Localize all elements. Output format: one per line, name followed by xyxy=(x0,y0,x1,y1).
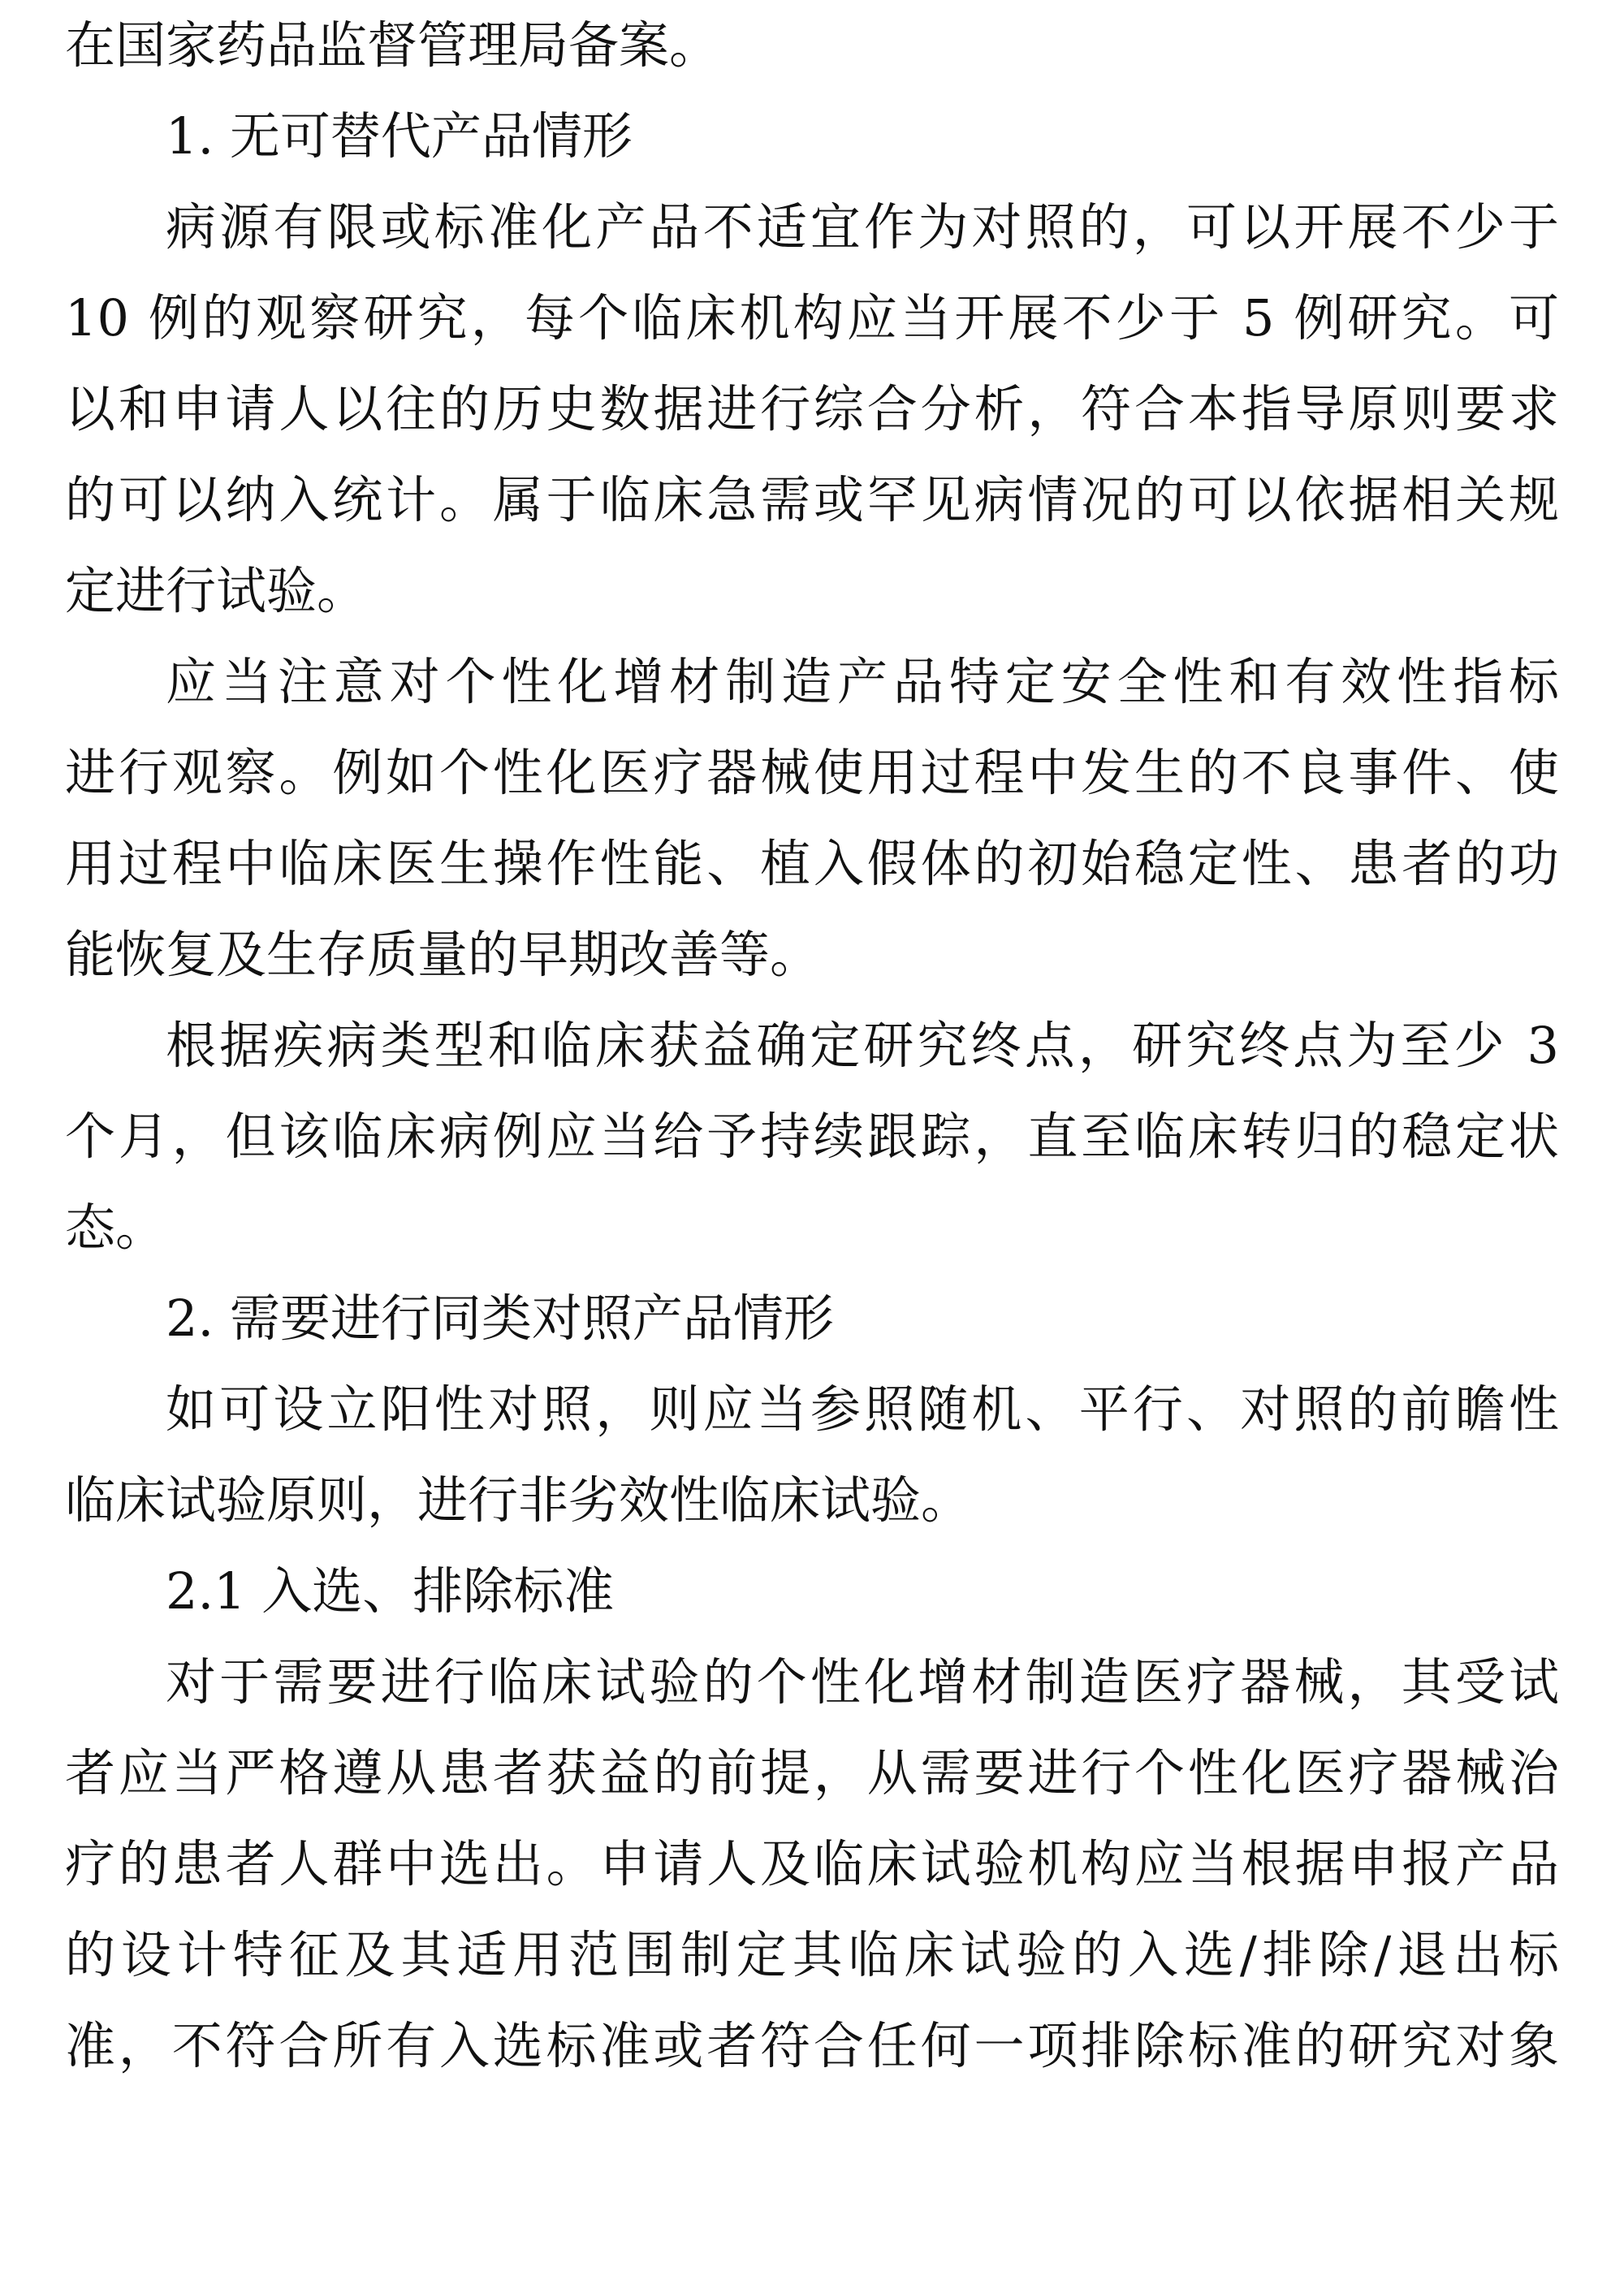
document-page xyxy=(65,0,1559,2092)
text-line-9: 进行观察。例如个性化医疗器械使用过程中发生的不良事件、使 xyxy=(65,743,1559,802)
text-line-4: 10 例的观察研究，每个临床机构应当开展不少于 5 例研究。可 xyxy=(65,288,1559,348)
text-line-6: 的可以纳入统计。属于临床急需或罕见病情况的可以依据相关规 xyxy=(65,470,1559,529)
section-heading-2: 2. 需要进行同类对照产品情形 xyxy=(166,1289,834,1348)
text-line-11: 能恢复及生存质量的早期改善等。 xyxy=(65,925,821,984)
text-line-20: 者应当严格遵从患者获益的前提，从需要进行个性化医疗器械治 xyxy=(65,1743,1559,1803)
text-line-21: 疗的患者人群中选出。申请人及临床试验机构应当根据申报产品 xyxy=(65,1834,1559,1893)
section-heading-1: 1. 无可替代产品情形 xyxy=(166,106,633,166)
text-line-3: 病源有限或标准化产品不适宜作为对照的，可以开展不少于 xyxy=(166,197,1559,257)
text-line-17: 临床试验原则，进行非劣效性临床试验。 xyxy=(65,1470,972,1530)
text-line-7: 定进行试验。 xyxy=(65,561,368,620)
text-line-10: 用过程中临床医生操作性能、植入假体的初始稳定性、患者的功 xyxy=(65,834,1559,893)
text-line-5: 以和申请人以往的历史数据进行综合分析，符合本指导原则要求 xyxy=(65,379,1559,438)
text-line-1: 在国家药品监督管理局备案。 xyxy=(65,15,720,75)
text-line-19: 对于需要进行临床试验的个性化增材制造医疗器械，其受试 xyxy=(166,1652,1559,1712)
text-line-8: 应当注意对个性化增材制造产品特定安全性和有效性指标 xyxy=(166,652,1559,711)
section-heading-2-1: 2.1 入选、排除标准 xyxy=(166,1561,615,1621)
text-line-12: 根据疾病类型和临床获益确定研究终点，研究终点为至少 3 xyxy=(166,1016,1559,1075)
text-line-22: 的设计特征及其适用范围制定其临床试验的入选/排除/退出标 xyxy=(65,1925,1559,1984)
text-line-16: 如可设立阳性对照，则应当参照随机、平行、对照的前瞻性 xyxy=(166,1379,1559,1439)
text-line-23: 准，不符合所有入选标准或者符合任何一项排除标准的研究对象 xyxy=(65,2016,1559,2075)
text-line-14: 态。 xyxy=(65,1198,166,1257)
text-line-13: 个月，但该临床病例应当给予持续跟踪，直至临床转归的稳定状 xyxy=(65,1107,1559,1166)
